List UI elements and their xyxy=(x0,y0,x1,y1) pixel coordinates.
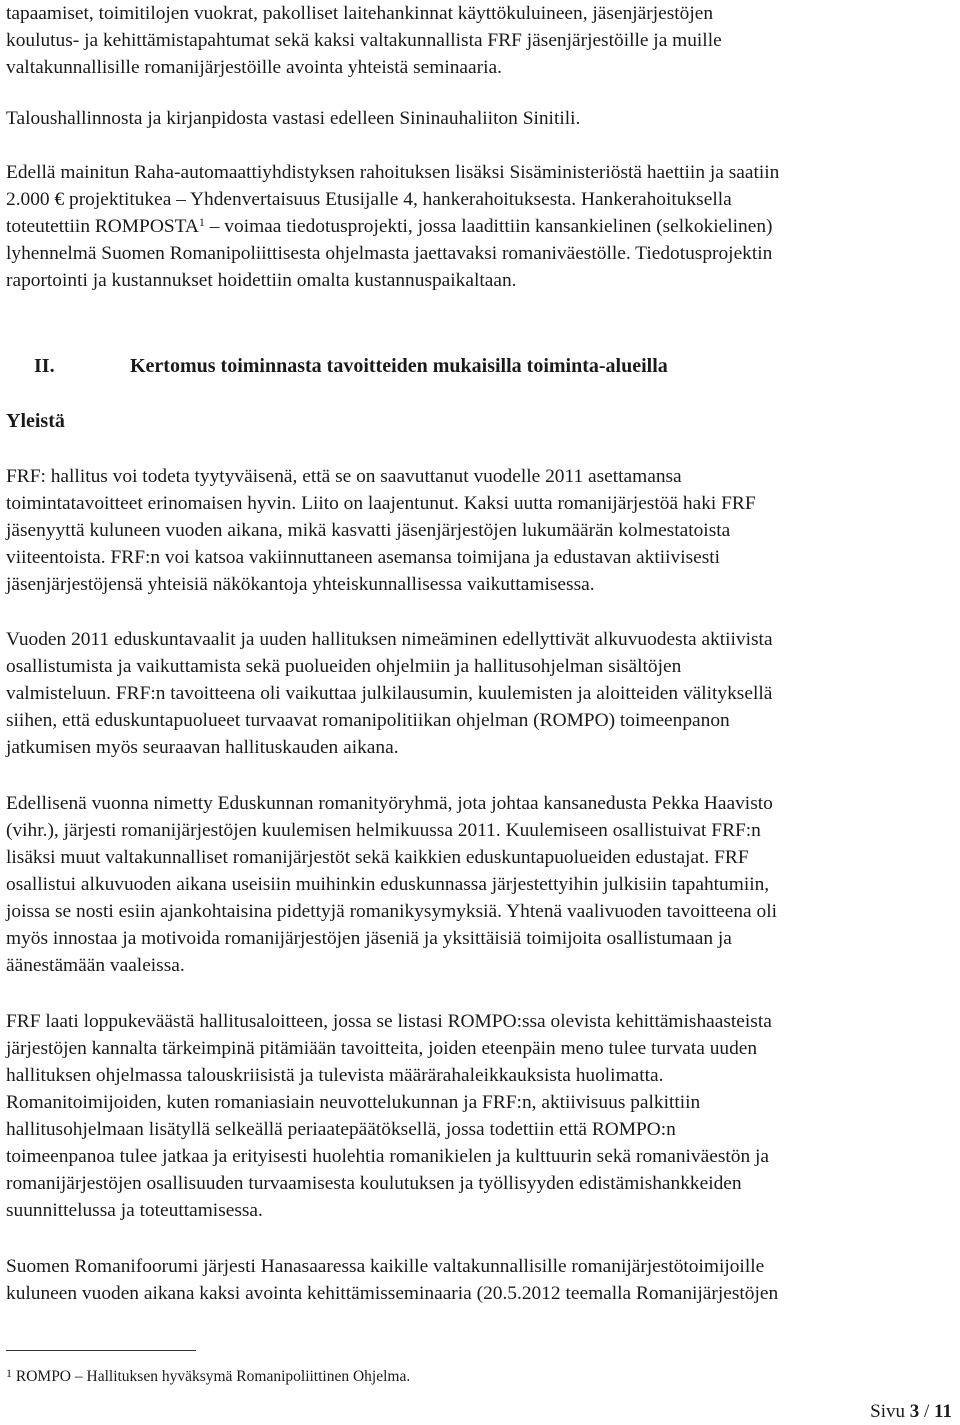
section-title: Kertomus toiminnasta tavoitteiden mukaisilla toiminta-alueilla xyxy=(130,355,668,377)
text-line: järjestöjen kannalta tärkeimpinä pitämiään tavoitteita, joiden eteenpäin meno tulee turvata uuden xyxy=(6,1038,758,1059)
text-line: FRF: hallitus voi todeta tyytyväisenä, että se on saavuttanut vuodelle 2011 asettamansa xyxy=(6,466,682,487)
footnote-divider xyxy=(6,1350,196,1351)
text-line: äänestämään vaaleissa. xyxy=(6,955,185,976)
text-line: toimintatavoitteet erinomaisen hyvin. Liito on laajentunut. Kaksi uutta romanijärjestöä haki FRF xyxy=(6,493,756,514)
text-line xyxy=(6,213,773,240)
page-number xyxy=(870,1401,952,1423)
text-line: hallituksen ohjelmassa talouskriisistä ja tulevista määrärahaleikkauksista huolimatta. xyxy=(6,1065,664,1086)
text-line: viiteentoista. FRF:n voi katsoa vakiinnuttaneen asemansa toimijana ja edustavan aktiivisesti xyxy=(6,547,721,568)
text-line: koulutus- ja kehittämistapahtumat sekä kaksi valtakunnallista FRF jäsenjärjestöille ja muille xyxy=(6,30,722,51)
footnote xyxy=(6,1366,410,1388)
text-line: 2.000 € projektitukea – Yhdenvertaisuus Etusijalle 4, hankerahoituksesta. Hankerahoituksella xyxy=(6,189,732,210)
text-line: siihen, että eduskuntapuolueet turvaavat romanipolitiikan ohjelman (ROMPO) toimeenpanon xyxy=(6,710,730,731)
page-label: Sivu xyxy=(870,1401,910,1422)
text-fragment: – voimaa tiedotusprojekti, jossa laadittiin kansankielinen (selkokielinen) xyxy=(204,216,773,237)
page-current: 3 xyxy=(909,1401,920,1422)
text-line: Edellä mainitun Raha-automaattiyhdistyksen rahoituksen lisäksi Sisäministeriöstä haettiin ja saatiin xyxy=(6,162,780,183)
text-line: lisäksi muut valtakunnalliset romanijärjestöt sekä kaikkien eduskuntapuolueiden edustajat. FRF xyxy=(6,847,749,868)
text-line: osallistumista ja vaikuttamista sekä puolueiden ohjelmiin ja hallitusohjelman sisältöjen xyxy=(6,656,682,677)
text-line: (vihr.), järjesti romanijärjestöjen kuulemisen helmikuussa 2011. Kuulemiseen osallistuivat FRF:n xyxy=(6,820,761,841)
text-line: raportointi ja kustannukset hoidettiin omalta kustannuspaikaltaan. xyxy=(6,270,517,291)
text-line: kuluneen vuoden aikana kaksi avointa kehittämisseminaaria (20.5.2012 teemalla Romanijärjestöjen xyxy=(6,1283,779,1304)
text-line: valmisteluun. FRF:n tavoitteena oli vaikuttaa julkilausumin, kuulemisten ja aloitteiden välityksellä xyxy=(6,683,773,704)
page-separator: / xyxy=(919,1401,935,1422)
text-line: lyhennelmä Suomen Romanipoliittisesta ohjelmasta jaettavaksi romaniväestölle. Tiedotusprojektin xyxy=(6,243,773,264)
subheading: Yleistä xyxy=(6,410,65,432)
text-line: Vuoden 2011 eduskuntavaalit ja uuden hallituksen nimeäminen edellyttivät alkuvuodesta aktiivista xyxy=(6,629,773,650)
text-line: Edellisenä vuonna nimetty Eduskunnan romanityöryhmä, jota johtaa kansanedusta Pekka Haavisto xyxy=(6,793,773,814)
section-number: II. xyxy=(34,355,55,377)
text-line: romanijärjestöjen osallisuuden turvaamisesta koulutuksen ja työllisyyden edistämishankkeiden xyxy=(6,1173,742,1194)
text-line: jäsenjärjestöjensä yhteisiä näkökantoja yhteiskunnallisessa vaikuttamisessa. xyxy=(6,574,595,595)
text-line: Romanitoimijoiden, kuten romaniasiain neuvottelukunnan ja FRF:n, aktiivisuus palkittiin xyxy=(6,1092,701,1113)
text-line: suunnittelussa ja toteuttamisessa. xyxy=(6,1200,263,1221)
text-line: joissa se nosti esiin ajankohtaisina pidettyjä romanikysymyksiä. Yhtenä vaalivuoden tavoitteena oli xyxy=(6,901,777,922)
text-line: toimeenpanoa tulee jatkaa ja erityisesti huolehtia romanikielen ja kulttuurin sekä romaniväestön ja xyxy=(6,1146,769,1167)
footnote-mark: 1 xyxy=(6,1366,12,1380)
footnote-text: ROMPO – Hallituksen hyväksymä Romanipoliittinen Ohjelma. xyxy=(12,1368,411,1385)
text-line: Suomen Romanifoorumi järjesti Hanasaaressa kaikille valtakunnallisille romanijärjestötoimijoille xyxy=(6,1256,765,1277)
footnote-reference[interactable]: 1 xyxy=(198,215,205,229)
text-line: jäsenyyttä kuluneen vuoden aikana, mikä kasvatti jäsenjärjestöjen lukumäärän kolmestatoista xyxy=(6,520,731,541)
text-line: tapaamiset, toimitilojen vuokrat, pakolliset laitehankinnat käyttökuluineen, jäsenjärjestöjen xyxy=(6,3,714,24)
text-line: hallitusohjelmaan lisätyllä selkeällä periaatepäätöksellä, jossa todettiin että ROMPO:n xyxy=(6,1119,676,1140)
text-line: myös innostaa ja motivoida romanijärjestöjen jäseniä ja yksittäisiä toimijoita osallistumaan ja xyxy=(6,928,732,949)
text-fragment: toteutettiin ROMPOSTA xyxy=(6,216,199,237)
text-line: FRF laati loppukeväästä hallitusaloitteen, jossa se listasi ROMPO:ssa olevista kehittämishaasteista xyxy=(6,1011,772,1032)
text-line: jatkumisen myös seuraavan hallituskauden aikana. xyxy=(6,737,399,758)
text-line: osallistui alkuvuoden aikana useisiin muihinkin eduskunnassa järjestettyihin julkisiin tapahtumiin, xyxy=(6,874,770,895)
text-line: valtakunnallisille romanijärjestöille avointa yhteistä seminaaria. xyxy=(6,57,502,78)
page-total: 11 xyxy=(934,1401,952,1422)
text-line: Taloushallinnosta ja kirjanpidosta vastasi edelleen Sininauhaliiton Sinitili. xyxy=(6,108,581,129)
